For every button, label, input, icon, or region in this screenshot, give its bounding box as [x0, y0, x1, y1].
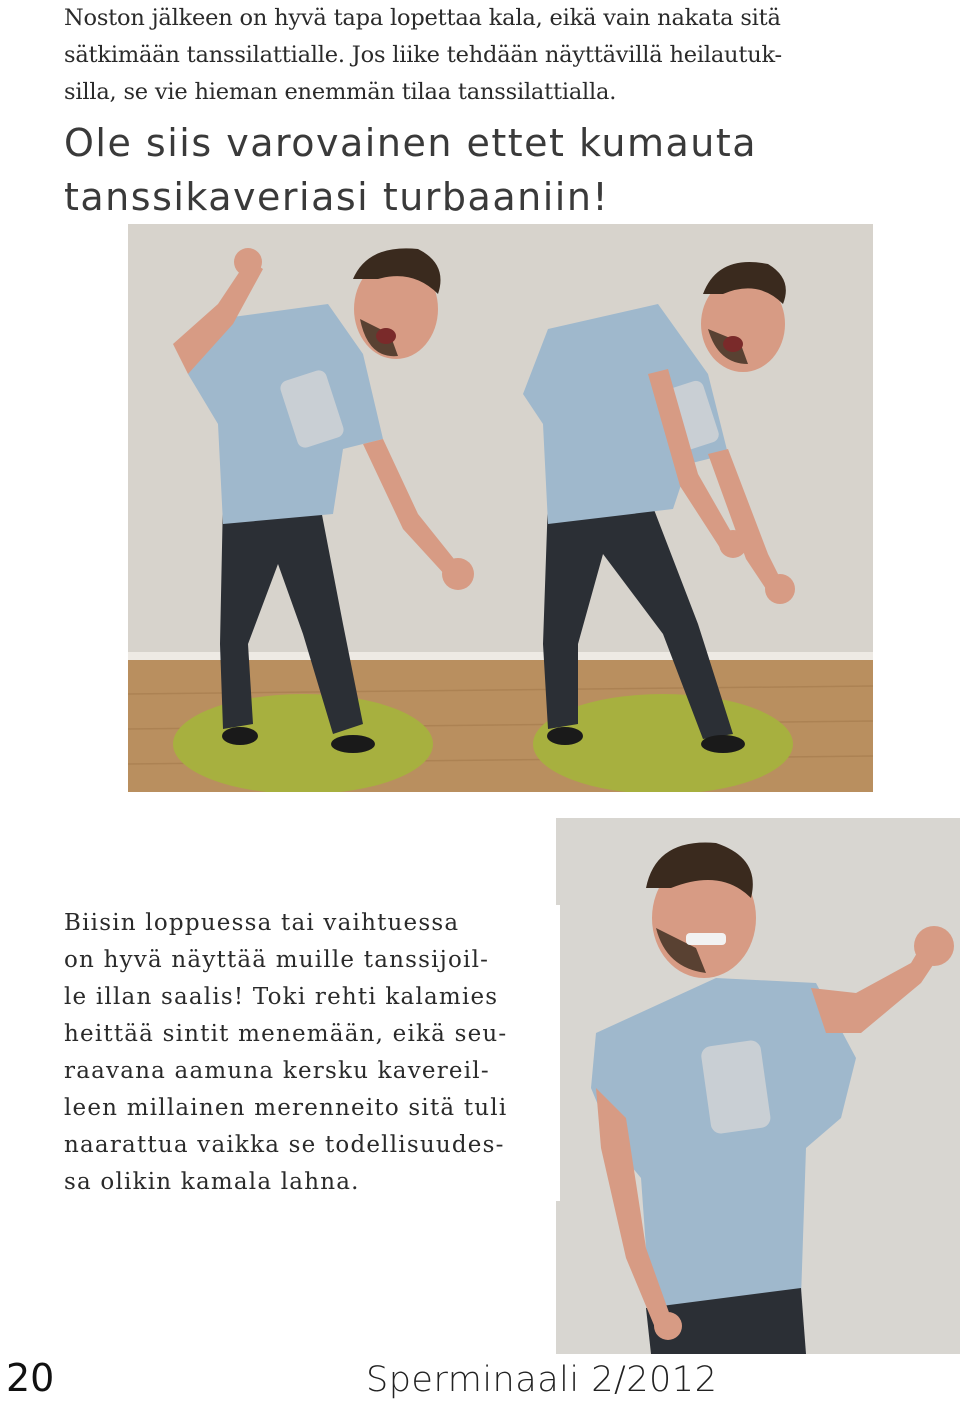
headline	[64, 116, 944, 224]
body-line: Biisin loppuessa tai vaihtuessa	[64, 910, 460, 936]
body-line: on hyvä näyttää muille tanssijoil-	[64, 947, 490, 973]
dance-photo-showing-catch	[556, 818, 960, 1354]
body-line: heittää sintit menemään, eikä seu-	[64, 1021, 508, 1047]
dance-photo-illustration	[556, 818, 960, 1354]
dance-photo-illustration	[128, 224, 873, 792]
page-number: 20	[6, 1356, 55, 1400]
intro-line: Noston jälkeen on hyvä tapa lopettaa kala, eikä vain nakata sitä	[64, 5, 781, 31]
body-line: naarattua vaikka se todellisuudes-	[64, 1132, 505, 1158]
body-line: raavana aamuna kersku kavereil-	[64, 1058, 490, 1084]
headline-line: Ole siis varovainen ettet kumauta	[64, 121, 758, 165]
intro-paragraph	[64, 0, 960, 111]
body-line: sa olikin kamala lahna.	[64, 1169, 360, 1195]
magazine-issue: Sperminaali 2/2012	[366, 1360, 718, 1400]
headline-line: tanssikaveriasi turbaaniin!	[64, 175, 610, 219]
body-line: le illan saalis! Toki rehti kalamies	[64, 984, 499, 1010]
body-line: leen millainen merenneito sitä tuli	[64, 1095, 508, 1121]
body-paragraph	[64, 905, 560, 1201]
intro-line: silla, se vie hieman enemmän tilaa tanssilattialla.	[64, 79, 617, 105]
intro-line: sätkimään tanssilattialle. Jos liike tehdään näyttävillä heilautuk-	[64, 42, 782, 68]
dance-photo-two-poses	[128, 224, 873, 792]
